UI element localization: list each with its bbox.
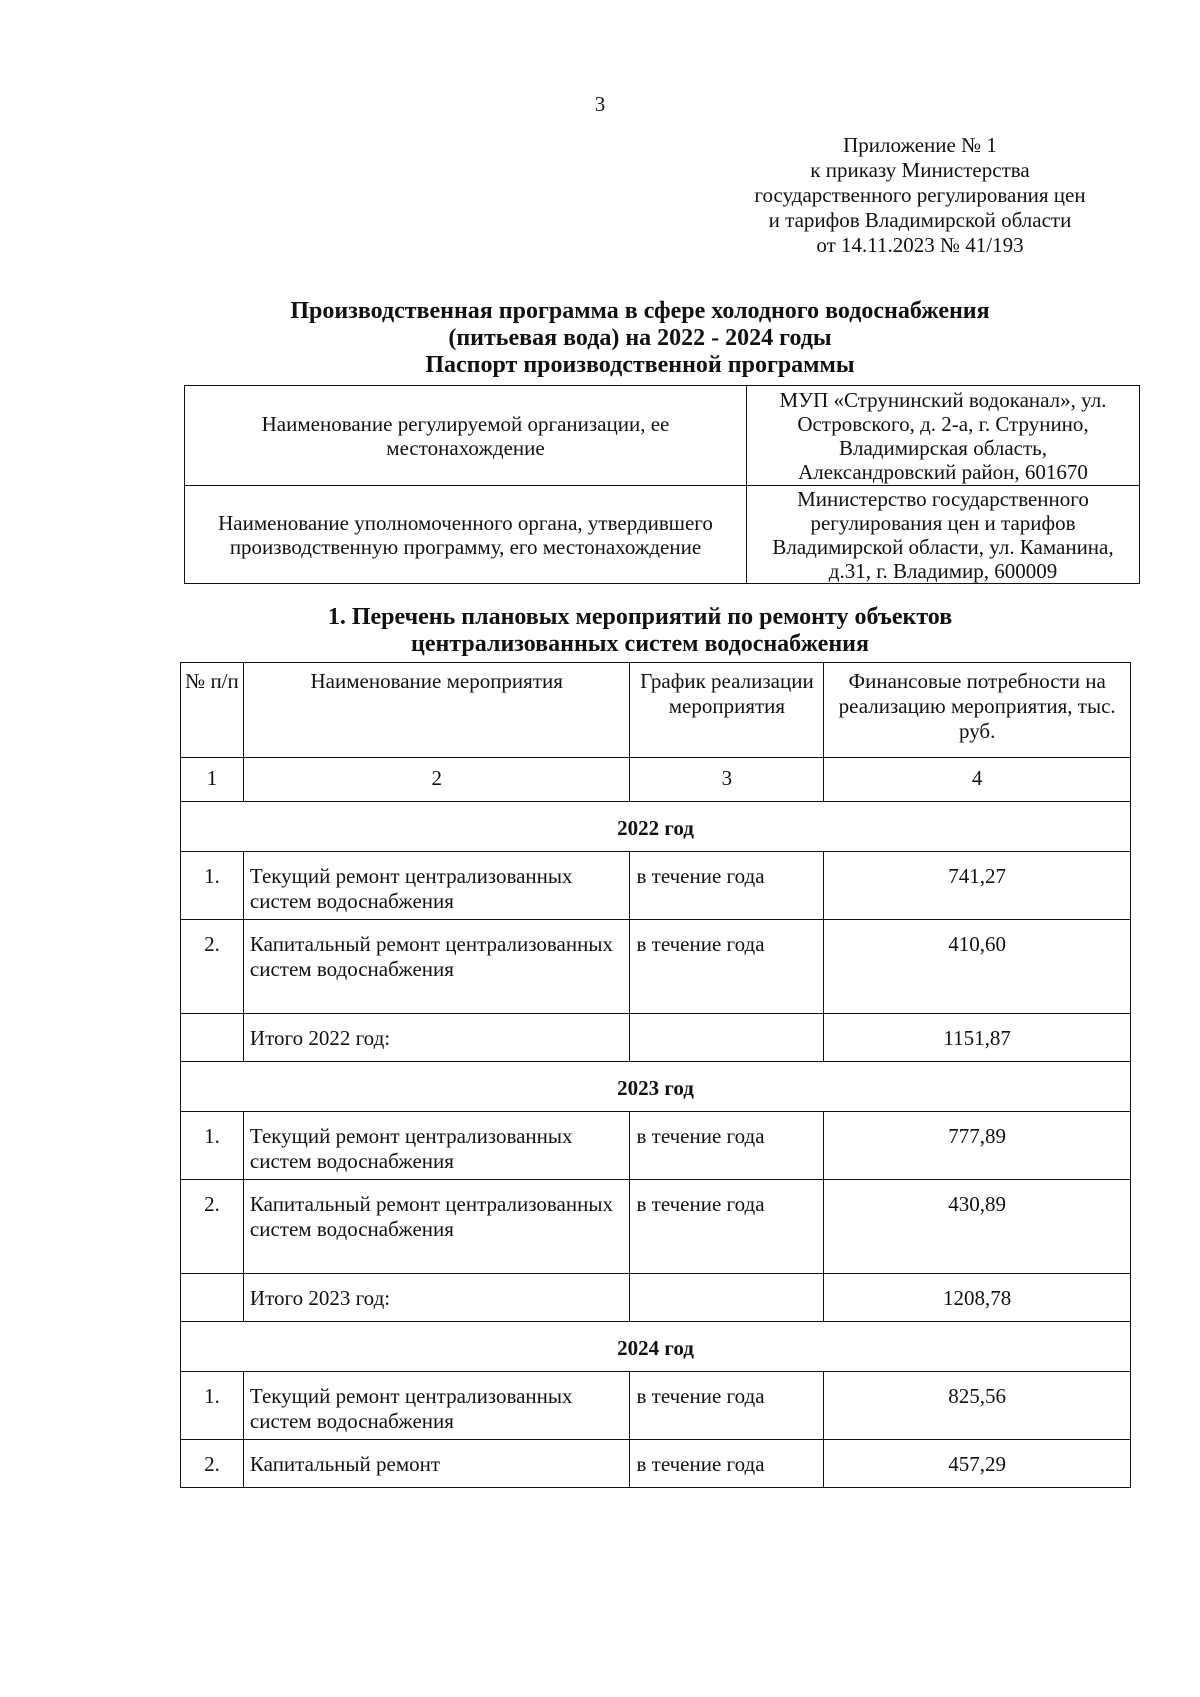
appendix-line: и тарифов Владимирской области: [768, 208, 1072, 232]
passport-value: Министерство государственного регулирования цен и тарифов Владимирской области, ул. Каманина, д.31, г. Владимир, 600009: [747, 486, 1140, 584]
passport-title: Паспорт производственной программы: [425, 352, 855, 378]
passport-row: [185, 486, 1140, 584]
table-row: [181, 1180, 1131, 1274]
row-schedule: в течение года: [630, 920, 824, 1014]
column-number-row: [181, 758, 1131, 802]
row-amount: 1208,78: [824, 1274, 1131, 1322]
table-row: [181, 920, 1131, 1014]
passport-value: МУП «Струнинский водоканал», ул. Островского, д. 2-а, г. Струнино, Владимирская область, Александровский район, 601670: [747, 386, 1140, 486]
row-name: Капитальный ремонт: [243, 1440, 630, 1488]
row-num: 1.: [181, 1112, 244, 1180]
row-amount: 1151,87: [824, 1014, 1131, 1062]
activities-table: [180, 662, 1131, 1488]
year-label: 2024 год: [181, 1322, 1131, 1372]
row-amount: 430,89: [824, 1180, 1131, 1274]
row-name: Капитальный ремонт централизованных систем водоснабжения: [243, 1180, 630, 1274]
passport-table: [184, 385, 1140, 584]
row-schedule: [630, 1014, 824, 1062]
document-title: [180, 298, 1100, 379]
title-line: (питьевая вода) на 2022 - 2024 годы: [448, 325, 832, 351]
row-schedule: в течение года: [630, 1112, 824, 1180]
row-amount: 777,89: [824, 1112, 1131, 1180]
header-name: Наименование мероприятия: [243, 663, 630, 758]
section-title-line: 1. Перечень плановых мероприятий по ремонту объектов: [327, 604, 953, 630]
appendix-line: к приказу Министерства: [810, 158, 1030, 182]
row-num: [181, 1014, 244, 1062]
row-schedule: в течение года: [630, 1372, 824, 1440]
section-title: [180, 604, 1100, 658]
row-schedule: в течение года: [630, 1440, 824, 1488]
row-num: 2.: [181, 1180, 244, 1274]
year-label: 2023 год: [181, 1062, 1131, 1112]
row-name: Итого 2023 год:: [243, 1274, 630, 1322]
appendix-line: государственного регулирования цен: [754, 183, 1086, 207]
row-num: 2.: [181, 1440, 244, 1488]
table-row: [181, 1440, 1131, 1488]
row-schedule: в течение года: [630, 1180, 824, 1274]
table-row-total: [181, 1274, 1131, 1322]
header-amount: Финансовые потребности на реализацию мероприятия, тыс. руб.: [824, 663, 1131, 758]
column-number: 4: [824, 758, 1131, 802]
row-name: Итого 2022 год:: [243, 1014, 630, 1062]
header-num: № п/п: [181, 663, 244, 758]
row-amount: 741,27: [824, 852, 1131, 920]
row-num: 1.: [181, 852, 244, 920]
year-row: [181, 1062, 1131, 1112]
table-row-total: [181, 1014, 1131, 1062]
passport-label: Наименование уполномоченного органа, утвердившего производственную программу, его местонахождение: [185, 486, 747, 584]
appendix-block: [700, 133, 1140, 258]
column-number: 3: [630, 758, 824, 802]
appendix-line: Приложение № 1: [843, 133, 997, 157]
table-row: [181, 1372, 1131, 1440]
row-amount: 457,29: [824, 1440, 1131, 1488]
row-name: Текущий ремонт централизованных систем водоснабжения: [243, 1112, 630, 1180]
table-row: [181, 1112, 1131, 1180]
passport-label: Наименование регулируемой организации, ее местонахождение: [185, 386, 747, 486]
column-number: 1: [181, 758, 244, 802]
row-schedule: в течение года: [630, 852, 824, 920]
year-label: 2022 год: [181, 802, 1131, 852]
year-row: [181, 802, 1131, 852]
page-number: 3: [594, 92, 606, 116]
row-name: Текущий ремонт централизованных систем водоснабжения: [243, 1372, 630, 1440]
appendix-line: от 14.11.2023 № 41/193: [816, 233, 1024, 257]
title-line: Производственная программа в сфере холодного водоснабжения: [290, 298, 990, 324]
year-row: [181, 1322, 1131, 1372]
passport-row: [185, 386, 1140, 486]
column-number: 2: [243, 758, 630, 802]
header-schedule: График реализации мероприятия: [630, 663, 824, 758]
row-name: Капитальный ремонт централизованных систем водоснабжения: [243, 920, 630, 1014]
row-amount: 410,60: [824, 920, 1131, 1014]
row-amount: 825,56: [824, 1372, 1131, 1440]
row-num: [181, 1274, 244, 1322]
row-schedule: [630, 1274, 824, 1322]
table-row: [181, 852, 1131, 920]
row-num: 1.: [181, 1372, 244, 1440]
row-name: Текущий ремонт централизованных систем водоснабжения: [243, 852, 630, 920]
row-num: 2.: [181, 920, 244, 1014]
section-title-line: централизованных систем водоснабжения: [411, 631, 869, 657]
table-header-row: [181, 663, 1131, 758]
